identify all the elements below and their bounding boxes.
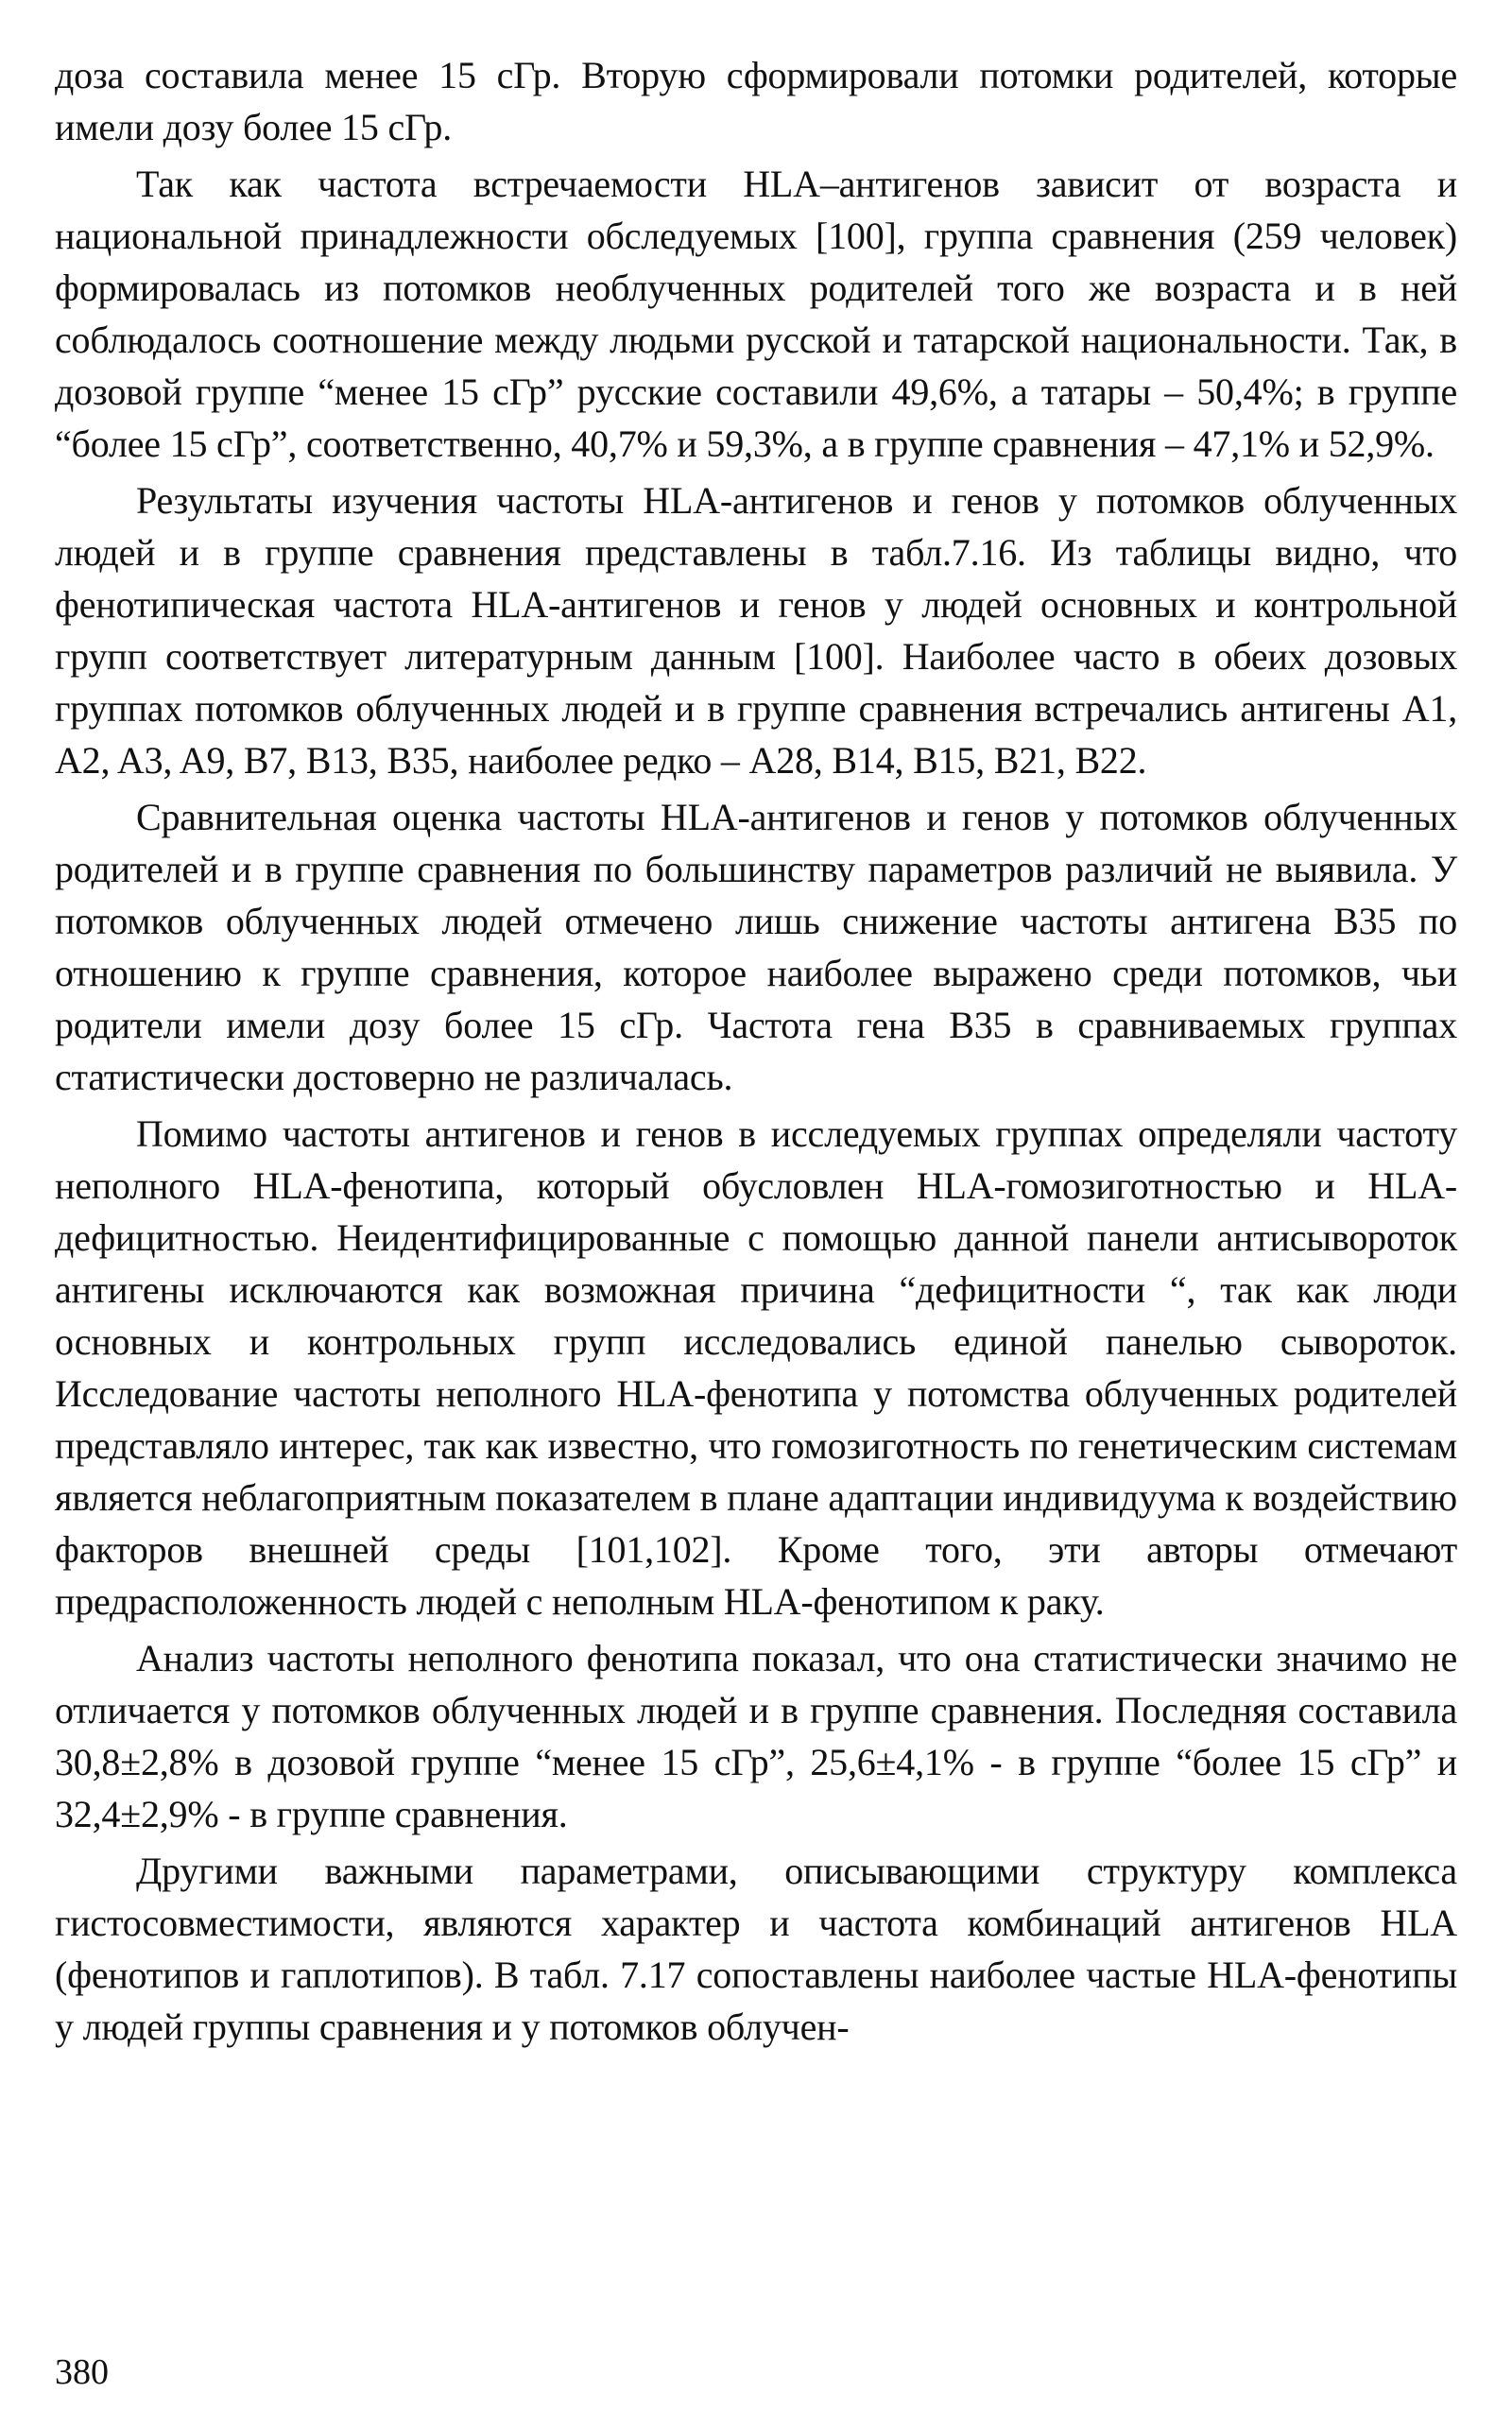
page-body [55,49,1457,2057]
paragraph-3: Результаты изучения частоты HLA-антигенов и генов у потомков облученных людей и в группе сравнения представлены в табл.7.16. Из таблицы видно, что фенотипическая частота HLA-антигенов и генов у людей основных и контрольной групп соответствует литературным данным [100]. Наиболее часто в обеих дозовых группах потомков облученных людей и в группе сравнения встречались антигены A1, A2, A3, A9, B7, B13, B35, наиболее редко – A28, B14, B15, B21, B22. [55,479,1457,782]
paragraph-7: Другими важными параметрами, описывающими структуру комплекса гистосовместимости, являются характер и частота комбинаций антигенов HLA (фенотипов и гаплотипов). В табл. 7.17 сопоставлены наиболее частые HLA-фенотипы у людей группы сравнения и у потомков облучен- [55,1850,1457,2048]
paragraph-4: Сравнительная оценка частоты HLA-антигенов и генов у потомков облученных родителей и в группе сравнения по большинству параметров различий не выявила. У потомков облученных людей отмечено лишь снижение частоты антигена B35 по отношению к группе сравнения, которое наиболее выражено среди потомков, чьи родители имели дозу более 15 сГр. Частота гена B35 в сравниваемых группах статистически достоверно не различалась. [55,796,1457,1098]
paragraph-5: Помимо частоты антигенов и генов в исследуемых группах определяли частоту неполного HLA-фенотипа, который обусловлен HLA-гомозиготностью и HLA-дефицитностью. Неидентифицированные с помощью данной панели антисывороток антигены исключаются как возможная причина “дефицитности “, так как люди основных и контрольных групп исследовались единой панелью сывороток. Исследование частоты неполного HLA-фенотипа у потомства облученных родителей представляло интерес, так как известно, что гомозиготность по генетическим системам является неблагоприятным показателем в плане адаптации индивидуума к воздействию факторов внешней среды [101,102]. Кроме того, эти авторы отмечают предрасположенность людей с неполным HLA-фенотипом к раку. [55,1112,1457,1623]
paragraph-1: доза составила менее 15 сГр. Вторую сформировали потомки родителей, которые имели дозу более 15 сГр. [55,54,1457,148]
paragraph-2: Так как частота встречаемости HLA–антигенов зависит от возраста и национальной принадлежности обследуемых [100], группа сравнения (259 человек) формировалась из потомков необлученных родителей того же возраста и в ней соблюдалось соотношение между людьми русской и татарской национальности. Так, в дозовой группе “менее 15 сГр” русские составили 49,6%, а татары – 50,4%; в группе “более 15 сГр”, соответственно, 40,7% и 59,3%, а в группе сравнения – 47,1% и 52,9%. [55,163,1457,465]
page-number: 380 [55,2352,109,2392]
paragraph-6: Анализ частоты неполного фенотипа показал, что она статистически значимо не отличается у потомков облученных людей и в группе сравнения. Последняя составила 30,8±2,8% в дозовой группе “менее 15 сГр”, 25,6±4,1% - в группе “более 15 сГр” и 32,4±2,9% - в группе сравнения. [55,1637,1457,1835]
